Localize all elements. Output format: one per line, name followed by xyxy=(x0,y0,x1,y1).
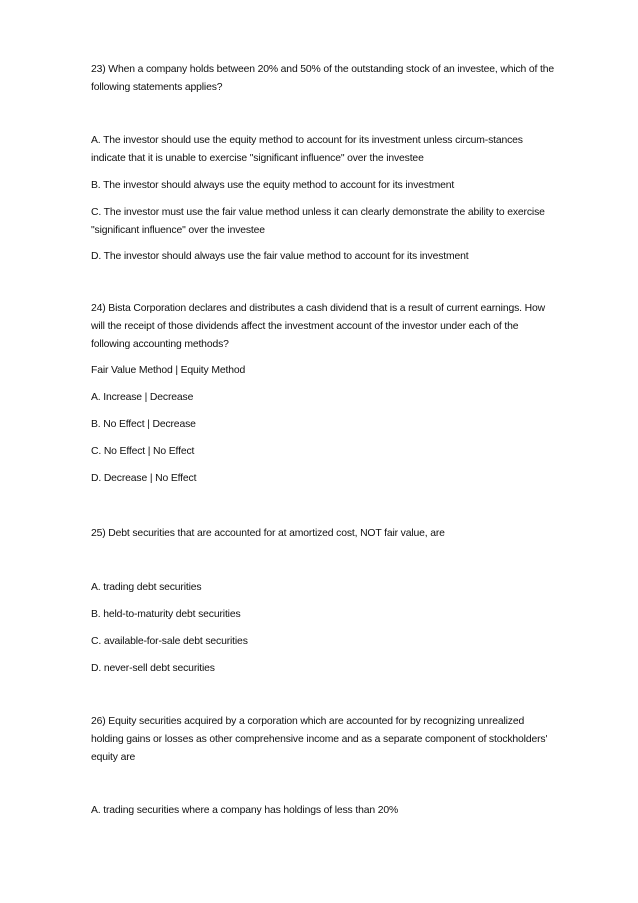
question-23-option-d: D. The investor should always use the fair value method to account for its investment xyxy=(91,251,469,262)
question-23-option-a: A. The investor should use the equity method to account for its investment unless circum-stances xyxy=(91,135,523,146)
question-25-option-d: D. never-sell debt securities xyxy=(91,663,215,674)
question-23-option-a-cont: indicate that it is unable to exercise "significant influence" over the investee xyxy=(91,153,424,164)
question-25-text: 25) Debt securities that are accounted for at amortized cost, NOT fair value, are xyxy=(91,528,445,539)
question-24-option-d: D. Decrease | No Effect xyxy=(91,473,197,484)
question-24-text-cont: will the receipt of those dividends affect the investment account of the investor under each of the xyxy=(91,321,519,332)
question-23-text: 23) When a company holds between 20% and 50% of the outstanding stock of an investee, which of the xyxy=(91,64,554,75)
question-25-option-b: B. held-to-maturity debt securities xyxy=(91,609,241,620)
question-26-text: 26) Equity securities acquired by a corporation which are accounted for by recognizing unrealized xyxy=(91,716,525,727)
question-23-option-b: B. The investor should always use the equity method to account for its investment xyxy=(91,180,455,191)
question-26-option-a: A. trading securities where a company has holdings of less than 20% xyxy=(91,805,399,816)
question-24-option-c: C. No Effect | No Effect xyxy=(91,446,195,457)
question-23-option-c-cont: "significant influence" over the investee xyxy=(91,225,265,236)
question-25-option-c: C. available-for-sale debt securities xyxy=(91,636,248,647)
question-24-option-b: B. No Effect | Decrease xyxy=(91,419,196,430)
question-23-option-c: C. The investor must use the fair value method unless it can clearly demonstrate the ability to exercise xyxy=(91,207,545,218)
question-23-text-cont: following statements applies? xyxy=(91,82,223,93)
question-24-text: 24) Bista Corporation declares and distributes a cash dividend that is a result of current earnings. How xyxy=(91,303,545,314)
question-26-text-cont: holding gains or losses as other comprehensive income and as a separate component of stockholders' xyxy=(91,734,548,745)
question-24-text-cont2: following accounting methods? xyxy=(91,339,229,350)
question-24-option-a: A. Increase | Decrease xyxy=(91,392,194,403)
question-26-text-cont2: equity are xyxy=(91,752,136,763)
question-24-table-header: Fair Value Method | Equity Method xyxy=(91,365,246,376)
question-25-option-a: A. trading debt securities xyxy=(91,582,202,593)
